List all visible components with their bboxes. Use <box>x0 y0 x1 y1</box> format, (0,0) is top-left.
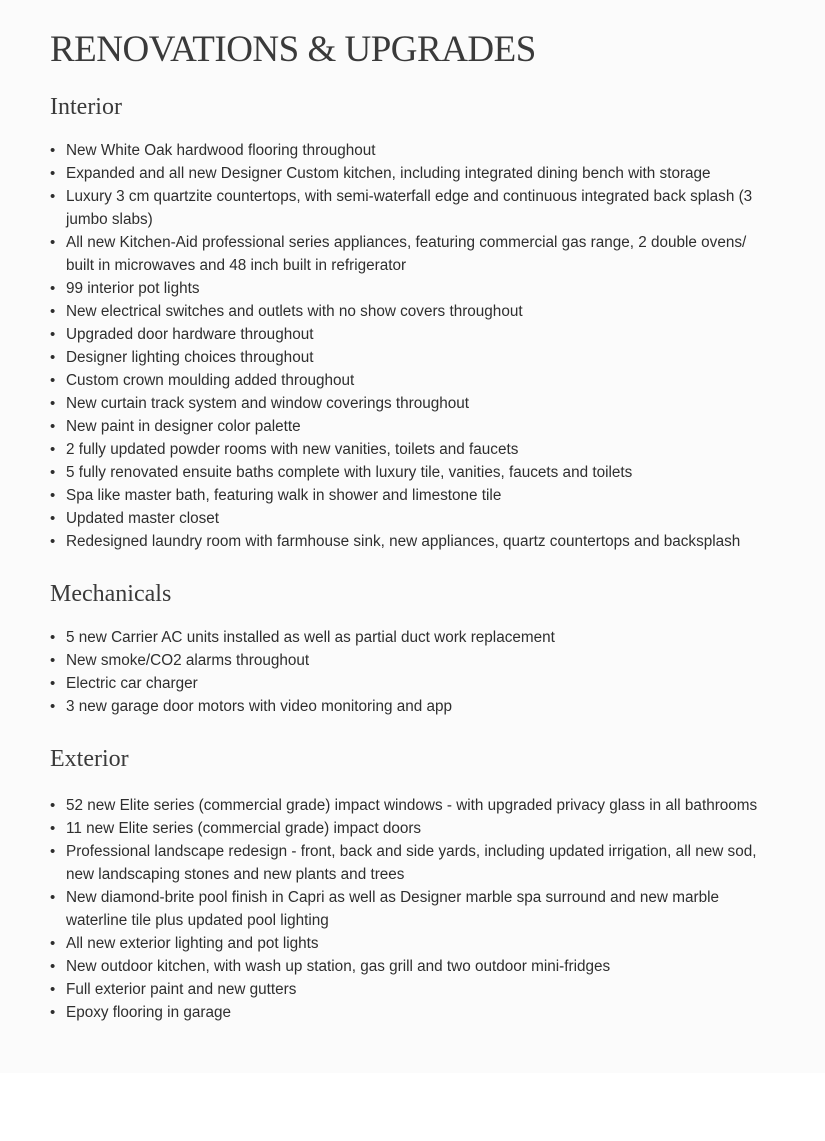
list-item <box>50 932 770 955</box>
bullet-icon: • <box>50 843 56 860</box>
list-item <box>50 649 770 672</box>
list-item <box>50 323 770 346</box>
bullet-icon: • <box>50 234 56 251</box>
list-item <box>50 978 770 1001</box>
bullet-icon: • <box>50 418 56 435</box>
list-item-text: Custom crown moulding added throughout <box>66 372 355 389</box>
list-item <box>50 438 770 461</box>
list-item <box>50 346 770 369</box>
list-item <box>50 461 770 484</box>
list-item <box>50 369 770 392</box>
list-item <box>50 817 770 840</box>
list-item-text: New smoke/CO2 alarms throughout <box>66 652 310 669</box>
list-item <box>50 886 770 932</box>
bullet-icon: • <box>50 303 56 320</box>
list-item-text: Spa like master bath, featuring walk in shower and limestone tile <box>66 487 502 504</box>
list-item-text: 5 new Carrier AC units installed as well as partial duct work replacement <box>66 629 555 646</box>
list-item <box>50 672 770 695</box>
interior-list <box>50 139 770 553</box>
list-item-text: Expanded and all new Designer Custom kitchen, including integrated dining bench with storage <box>66 165 711 182</box>
bullet-icon: • <box>50 280 56 297</box>
bullet-icon: • <box>50 698 56 715</box>
list-item <box>50 415 770 438</box>
bullet-icon: • <box>50 372 56 389</box>
bullet-icon: • <box>50 652 56 669</box>
list-item-text: 52 new Elite series (commercial grade) impact windows - with upgraded privacy glass in all bathrooms <box>66 797 758 814</box>
list-item <box>50 530 770 553</box>
list-item-text: New White Oak hardwood flooring throughout <box>66 142 376 159</box>
list-item-text: New diamond-brite pool finish in Capri as well as Designer marble spa surround and new marble waterline tile plus updated pool lighting <box>66 889 719 929</box>
list-item-text: 11 new Elite series (commercial grade) impact doors <box>66 820 422 837</box>
list-item-text: Epoxy flooring in garage <box>66 1004 231 1021</box>
list-item <box>50 277 770 300</box>
bullet-icon: • <box>50 1004 56 1021</box>
list-item-text: New electrical switches and outlets with no show covers throughout <box>66 303 523 320</box>
mechanicals-list <box>50 626 770 718</box>
list-item-text: New paint in designer color palette <box>66 418 301 435</box>
list-item-text: 99 interior pot lights <box>66 280 200 297</box>
list-item <box>50 695 770 718</box>
bullet-icon: • <box>50 464 56 481</box>
bullet-icon: • <box>50 441 56 458</box>
bullet-icon: • <box>50 326 56 343</box>
exterior-list <box>50 794 770 1024</box>
list-item-text: 2 fully updated powder rooms with new vanities, toilets and faucets <box>66 441 519 458</box>
list-item-text: Redesigned laundry room with farmhouse sink, new appliances, quartz countertops and backsplash <box>66 533 741 550</box>
list-item <box>50 392 770 415</box>
bullet-icon: • <box>50 510 56 527</box>
bullet-icon: • <box>50 675 56 692</box>
list-item-text: Updated master closet <box>66 510 220 527</box>
list-item <box>50 139 770 162</box>
list-item-text: Designer lighting choices throughout <box>66 349 314 366</box>
bullet-icon: • <box>50 797 56 814</box>
list-item-text: Luxury 3 cm quartzite countertops, with semi-waterfall edge and continuous integrated back splash (3 jumbo slabs) <box>66 188 753 228</box>
section-heading-interior: Interior <box>50 94 122 120</box>
list-item <box>50 507 770 530</box>
bullet-icon: • <box>50 981 56 998</box>
list-item-text: New outdoor kitchen, with wash up station, gas grill and two outdoor mini-fridges <box>66 958 611 975</box>
document-content <box>50 28 770 1024</box>
bullet-icon: • <box>50 142 56 159</box>
list-item <box>50 840 770 886</box>
list-item <box>50 162 770 185</box>
list-item-text: Professional landscape redesign - front, back and side yards, including updated irrigation, all new sod, new landscaping stones and new plants and trees <box>66 843 757 883</box>
bullet-icon: • <box>50 958 56 975</box>
section-heading-mechanicals: Mechanicals <box>50 581 172 607</box>
list-item <box>50 185 770 231</box>
list-item-text: 3 new garage door motors with video monitoring and app <box>66 698 453 715</box>
list-item <box>50 1001 770 1024</box>
list-item-text: Electric car charger <box>66 675 198 692</box>
bullet-icon: • <box>50 395 56 412</box>
bullet-icon: • <box>50 889 56 906</box>
bullet-icon: • <box>50 935 56 952</box>
list-item <box>50 955 770 978</box>
bullet-icon: • <box>50 487 56 504</box>
list-item-text: Full exterior paint and new gutters <box>66 981 297 998</box>
bullet-icon: • <box>50 165 56 182</box>
list-item <box>50 300 770 323</box>
bullet-icon: • <box>50 533 56 550</box>
list-item-text: 5 fully renovated ensuite baths complete with luxury tile, vanities, faucets and toilets <box>66 464 633 481</box>
bullet-icon: • <box>50 349 56 366</box>
page-title: RENOVATIONS & UPGRADES <box>50 29 536 70</box>
section-heading-exterior: Exterior <box>50 746 129 772</box>
list-item-text: Upgraded door hardware throughout <box>66 326 314 343</box>
list-item-text: All new Kitchen-Aid professional series appliances, featuring commercial gas range, 2 double ovens/ built in microwaves and 48 inch built in refrigerator <box>66 234 747 274</box>
bullet-icon: • <box>50 188 56 205</box>
list-item <box>50 484 770 507</box>
list-item <box>50 626 770 649</box>
list-item <box>50 794 770 817</box>
list-item <box>50 231 770 277</box>
bullet-icon: • <box>50 629 56 646</box>
list-item-text: All new exterior lighting and pot lights <box>66 935 319 952</box>
bullet-icon: • <box>50 820 56 837</box>
list-item-text: New curtain track system and window coverings throughout <box>66 395 470 412</box>
